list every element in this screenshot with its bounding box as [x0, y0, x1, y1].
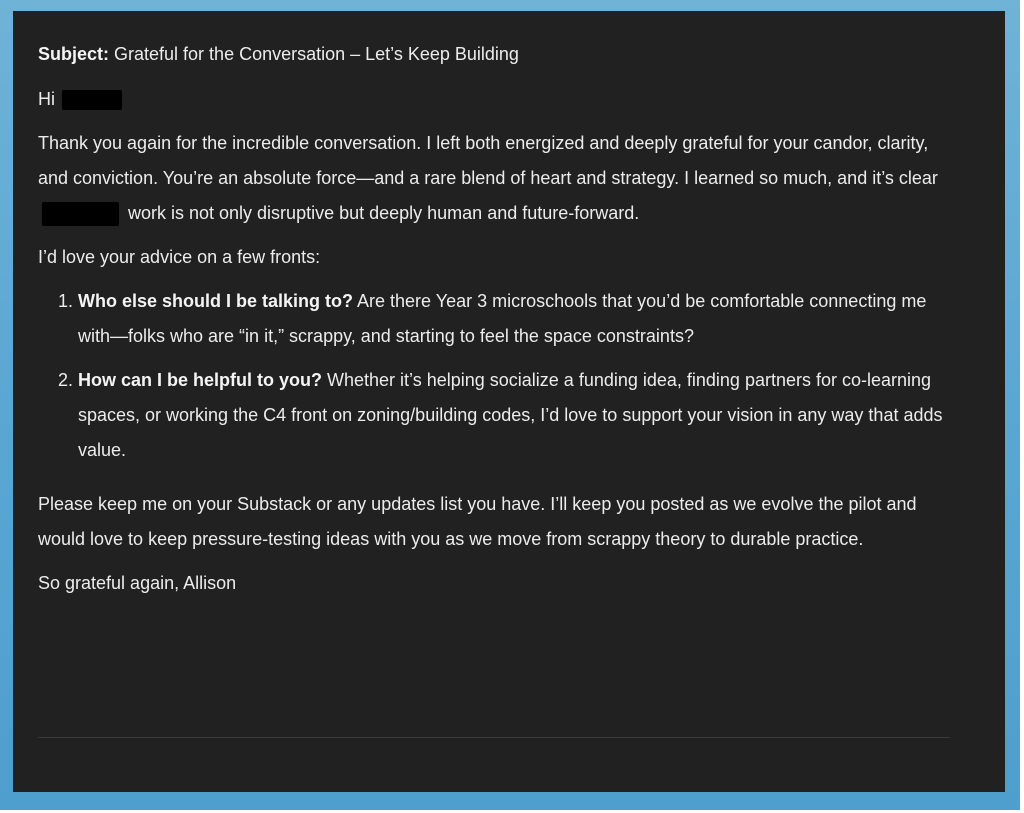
signoff: So grateful again, Allison [38, 573, 237, 593]
list-item [78, 284, 948, 354]
list-item-heading: How can I be helpful to you? [78, 370, 323, 390]
list-item-heading: Who else should I be talking to? [78, 291, 354, 311]
list-item-text: Whether it’s helping socialize a funding idea, finding partners for co-learning spaces, or working the C4 front on zoning/building codes, I’d love to support your vision in any way that adds value. [78, 370, 943, 460]
divider [38, 737, 950, 738]
email-draft-panel [13, 11, 1005, 792]
advice-intro: I’d love your advice on a few fronts: [38, 247, 321, 267]
closing-paragraph: Please keep me on your Substack or any updates list you have. I’ll keep you posted as we evolve the pilot and would love to keep pressure-testing ideas with you as we move from scrappy theory to durable practice. [38, 494, 917, 549]
intro-paragraph-part-2: work is not only disruptive but deeply human and future-forward. [123, 203, 640, 223]
subject-label: Subject: [38, 44, 110, 64]
email-body [38, 37, 948, 610]
advice-list [38, 284, 948, 468]
redacted-organization-name [42, 202, 119, 226]
redacted-recipient-name [62, 90, 122, 110]
greeting [38, 82, 948, 117]
greeting-text: Hi [38, 89, 60, 109]
list-item-text: Are there Year 3 microschools that you’d be comfortable connecting me with—folks who are “in it,” scrappy, and starting to feel the space constraints? [78, 291, 927, 346]
subject-line [38, 37, 948, 72]
subject-text: Grateful for the Conversation – Let’s Keep Building [109, 44, 519, 64]
intro-paragraph-part-1: Thank you again for the incredible conversation. I left both energized and deeply grateful for your candor, clarity, and conviction. You’re an absolute force—and a rare blend of heart and strategy. I learned so much, and it’s clear [38, 133, 938, 188]
list-item [78, 363, 948, 468]
intro-paragraph [38, 126, 948, 231]
